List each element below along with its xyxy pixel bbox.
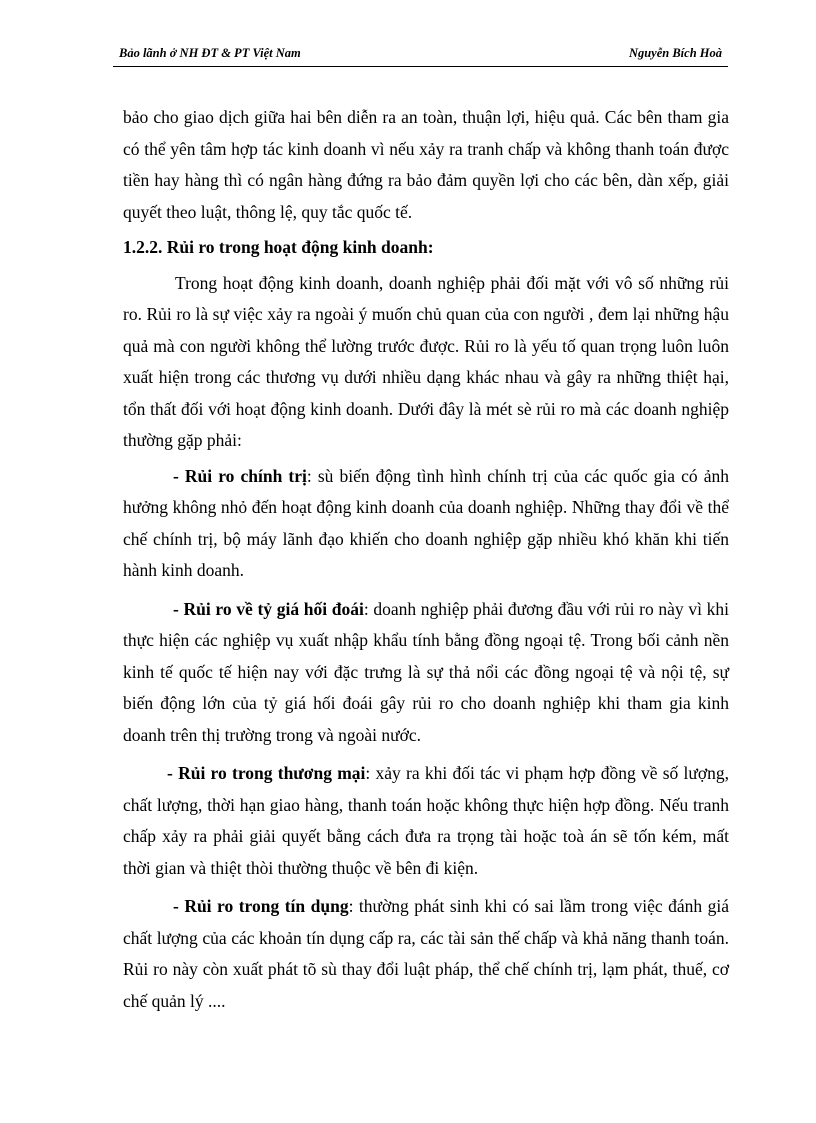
paragraph-credit-risk (123, 891, 729, 1017)
document-body (123, 102, 729, 1017)
paragraph-continuation: bảo cho giao dịch giữa hai bên diễn ra an toàn, thuận lợi, hiệu quả. Các bên tham gia có thể yên tâm hợp tác kinh doanh vì nếu xảy ra tranh chấp và không thanh toán được tiền hay hàng thì có ngân hàng đứng ra bảo đảm quyền lợi cho các bên, dàn xếp, giải quyết theo luật, thông lệ, quy tắc quốc tế. (123, 107, 729, 222)
header-author: Nguyễn Bích Hoà (628, 46, 722, 60)
paragraph-political-risk (123, 461, 729, 587)
section-heading: 1.2.2. Rủi ro trong hoạt động kinh doanh: (123, 237, 434, 257)
paragraph-exchange-risk-text: : doanh nghiệp phải đương đầu với rủi ro này vì khi thực hiện các nghiệp vụ xuất nhập khẩu tính bằng đồng ngoại tệ. Trong bối cảnh nền kinh tế quốc tế hiện nay với đặc trưng là sự thả nổi các đồng ngoại tệ và nội tệ, sự biến động lớn của tỷ giá hối đoái gây rủi ro cho doanh nghiệp khi tham gia kinh doanh trên thị trường trong và ngoài nước. (123, 598, 729, 745)
paragraph-exchange-risk (123, 594, 729, 752)
page-header (113, 44, 728, 67)
header-title: Bảo lãnh ở NH ĐT & PT Việt Nam (119, 46, 301, 60)
term-political-risk: - Rủi ro chính trị (173, 465, 307, 486)
paragraph-political-risk-text: : sù biến động tình hình chính trị của các quốc gia có ảnh hưởng không nhỏ đến hoạt động kinh doanh của doanh nghiệp. Những thay đổi về thể chế chính trị, bộ máy lãnh đạo khiến cho doanh nghiệp gặp nhiều khó khăn khi tiến hành kinh doanh. (123, 465, 730, 580)
paragraph-trade-risk (123, 758, 729, 884)
term-trade-risk: - Rủi ro trong thương mại (167, 763, 366, 783)
paragraph-intro-text: Trong hoạt động kinh doanh, doanh nghiệp phải đối mặt với vô số những rủi ro. Rủi ro là sự việc xảy ra ngoài ý muốn chủ quan của con người , đem lại những hậu quả mà con người không thể lường trước được. Rủi ro là yếu tố quan trọng luôn luôn xuất hiện trong các thương vụ dưới nhiều dạng khác nhau và gây ra những thiệt hại, tổn thất đối với hoạt động kinh doanh. Dưới đây là mét sè rủi ro mà các doanh nghiệp thường gặp phải: (123, 272, 729, 450)
term-exchange-risk: - Rủi ro về tỷ giá hối đoái (173, 598, 364, 619)
paragraph-credit-risk-text: : thường phát sinh khi có sai lầm trong việc đánh giá chất lượng của các khoản tín dụng cấp ra, các tài sản thế chấp và khả năng thanh toán. Rủi ro này còn xuất phát tõ sù thay đổi luật pháp, thể chế chính trị, lạm phát, thuế, cơ chế quản lý .... (123, 896, 729, 1011)
paragraph-trade-risk-text: : xảy ra khi đối tác vi phạm hợp đồng về số lượng, chất lượng, thời hạn giao hàng, thanh toán hoặc không thực hiện hợp đồng. Nếu tranh chấp xảy ra phải giải quyết bằng cách đưa ra trọng tài hoặc toà án sẽ tốn kém, mất thời gian và thiệt thòi thường thuộc về bên đi kiện. (123, 763, 729, 878)
term-credit-risk: - Rủi ro trong tín dụng (173, 896, 349, 916)
paragraph-intro (123, 268, 729, 457)
